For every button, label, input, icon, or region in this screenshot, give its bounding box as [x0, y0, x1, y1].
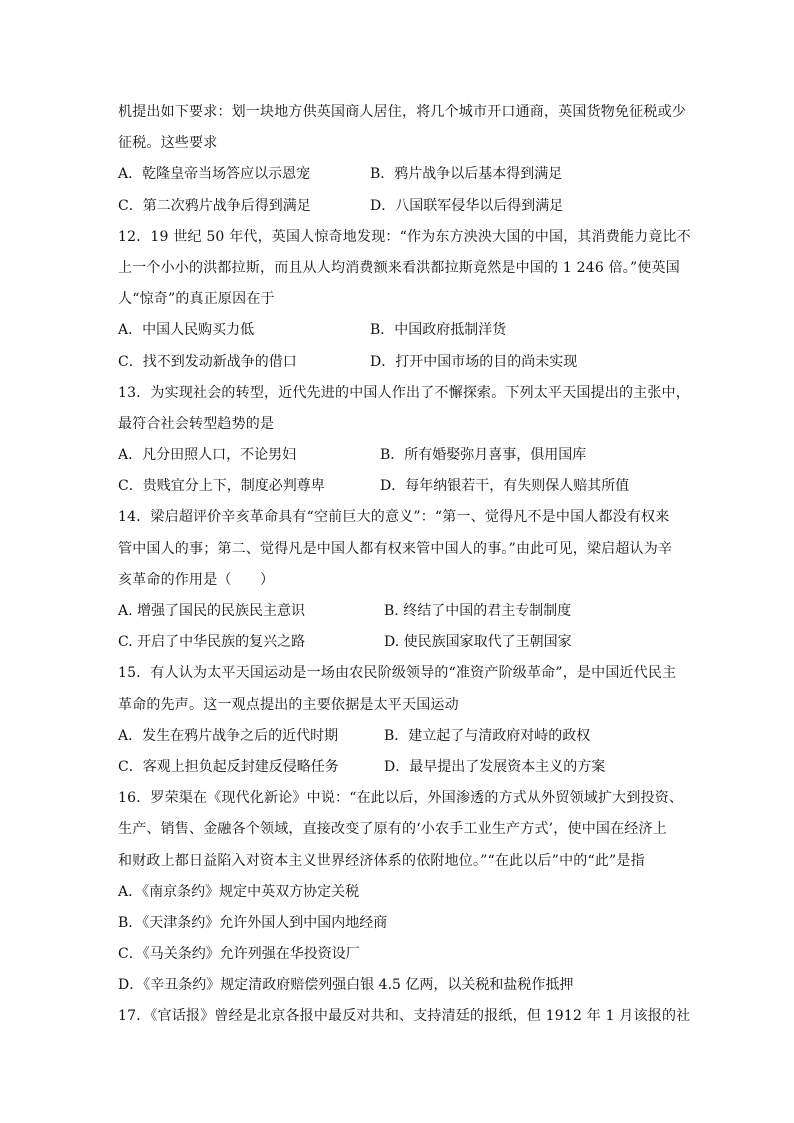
option-d: D．打开中国市场的目的尚未实现	[370, 353, 578, 370]
question-text-line: 生产、销售、金融各个领域，直接改变了原有的‘小农手工业生产方式’，使中国在经济上	[118, 821, 667, 838]
option-c: C．客观上担负起反封建反侵略任务	[118, 758, 339, 775]
options-row	[118, 315, 678, 346]
option-d: D．最早提出了发展资本主义的方案	[384, 758, 606, 775]
question-17	[118, 1001, 691, 1032]
option-b: B．所有婚娶弥月喜事，俱用国库	[380, 447, 587, 464]
question-text-line: 亥革命的作用是（ ）	[118, 571, 275, 588]
question-11-continuation	[118, 97, 686, 222]
option-c: C．贵贱宜分上下，制度必判尊卑	[118, 478, 325, 495]
question-16	[118, 783, 684, 1001]
options-row	[118, 471, 678, 502]
exam-content	[118, 97, 691, 1033]
option-c: C．找不到发动新战争的借口	[118, 353, 297, 370]
question-text-line: 14．梁启超评价辛亥革命具有“空前巨大的意义”：“第一、觉得凡不是中国人都没有权来	[118, 509, 670, 526]
options-row	[118, 347, 678, 378]
question-text-line: 征税。这些要求	[118, 135, 218, 152]
option-b: B．中国政府抵制洋货	[370, 322, 507, 339]
question-13	[118, 378, 691, 503]
options-row	[118, 627, 678, 658]
question-text-line: 16．罗荣渠在《现代化新论》中说：“在此以后，外国渗透的方式从外贸领域扩大到投资、	[118, 790, 684, 807]
question-text-line: 人“惊奇”的真正原因在于	[118, 291, 275, 308]
question-text-line: 机提出如下要求：划一块地方供英国商人居住，将几个城市开口通商，英国货物免征税或少	[118, 104, 686, 120]
option-c: C．《马关条约》允许列强在华投资设厂	[118, 946, 360, 963]
option-a: A．《南京条约》规定中英双方协定关税	[118, 883, 360, 900]
question-text-line: 13．为实现社会的转型，近代先进的中国人作出了不懈探索。下列太平天国提出的主张中，	[118, 384, 691, 401]
option-d: D．每年纳银若干，有失则保人赔其所值	[380, 478, 630, 495]
option-b: B．建立起了与清政府对峙的政权	[384, 727, 591, 744]
question-12	[118, 222, 691, 378]
options-row	[118, 191, 678, 222]
option-a: A. 增强了国民的民族民主意识	[118, 603, 306, 619]
option-b: B．鸦片战争以后基本得到满足	[370, 166, 563, 183]
question-text-line: 革命的先声。这一观点提出的主要依据是太平天国运动	[118, 696, 459, 713]
option-a: A．凡分田照人口，不论男妇	[118, 447, 297, 464]
options-row	[118, 721, 678, 752]
question-14	[118, 502, 678, 658]
options-row	[118, 159, 678, 190]
option-a: A．中国人民购买力低	[118, 322, 255, 339]
option-d: D．《辛丑条约》规定清政府赔偿列强白银 4.5 亿两，以关税和盐税作抵押	[118, 977, 574, 994]
question-text-line: 和财政上都日益陷入对资本主义世界经济体系的依附地位。”“在此以后”中的“此”是指	[118, 852, 645, 869]
question-15	[118, 658, 678, 783]
option-a: A．乾隆皇帝当场答应以示恩宠	[118, 166, 311, 183]
question-text-line: 15．有人认为太平天国运动是一场由农民阶级领导的“准资产阶级革命”，是中国近代民主	[118, 665, 677, 682]
options-row	[118, 596, 678, 627]
option-b: B．《天津条约》允许外国人到中国内地经商	[118, 914, 388, 931]
options-row	[118, 440, 678, 471]
option-c: C．第二次鸦片战争后得到满足	[118, 197, 311, 214]
question-text-line: 12．19 世纪 50 年代，英国人惊奇地发现：“作为东方泱泱大国的中国，其消费能力竟比不	[118, 228, 691, 245]
question-text-line: 管中国人的事；第二、觉得凡是中国人都有权来管中国人的事。”由此可见，梁启超认为辛	[118, 540, 673, 557]
option-d: D．八国联军侵华以后得到满足	[370, 197, 564, 214]
question-text-line: 17．《官话报》曾经是北京各报中最反对共和、支持清廷的报纸，但 1912 年 1 月该报的社	[118, 1008, 691, 1025]
question-text-line: 上一个小小的洪都拉斯，而且从人均消费额来看洪都拉斯竟然是中国的 1 246 倍。”使英国	[118, 259, 680, 276]
option-b: B. 终结了中国的君主专制制度	[384, 603, 572, 619]
option-d: D. 使民族国家取代了王朝国家	[384, 634, 572, 651]
option-a: A．发生在鸦片战争之后的近代时期	[118, 727, 339, 744]
option-c: C. 开启了中华民族的复兴之路	[118, 634, 306, 651]
question-text-line: 最符合社会转型趋势的是	[118, 415, 275, 432]
options-row	[118, 752, 678, 783]
